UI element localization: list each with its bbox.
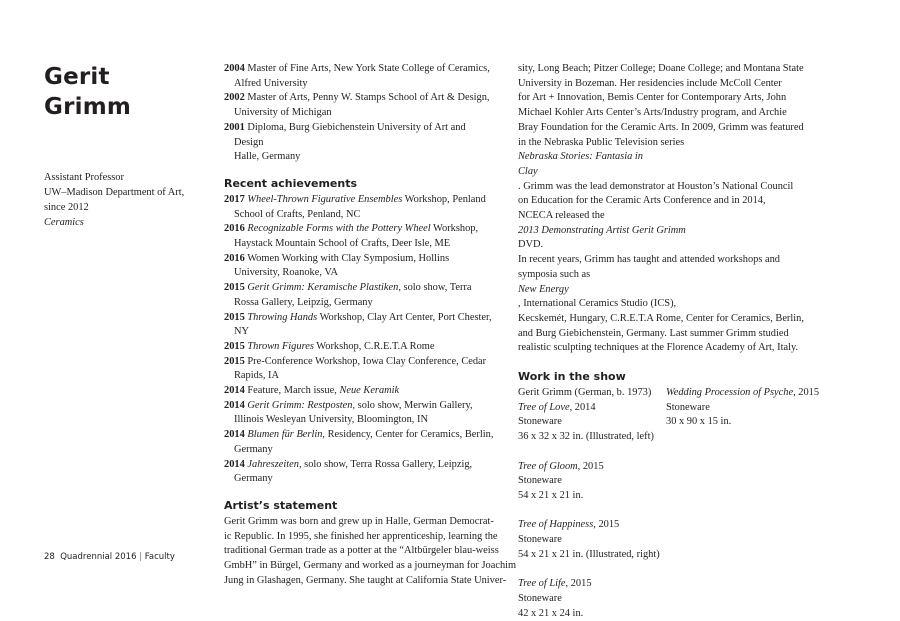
- works-right-items: [666, 386, 820, 430]
- work-spacer: [518, 562, 666, 577]
- statement-line: for Art + Innovation, Bemis Center for Contemporary Arts, John: [518, 92, 787, 104]
- statement-line: NCECA released the 2013 Demonstrating Artist Gerit Grimm DVD.: [518, 209, 798, 253]
- statement-italic: New Energy: [518, 283, 569, 295]
- works-artist: Gerit Grimm (German, b. 1973): [518, 387, 652, 399]
- work-in-show-heading: Work in the show: [518, 370, 626, 384]
- achievement-entry: 2015 Throwing Hands Workshop, Clay Art Center, Port Chester, NY: [224, 311, 492, 338]
- artist-statement-continued: [518, 62, 804, 356]
- works-column-right: [666, 386, 820, 621]
- education-entry: 2002 Master of Arts, Penny W. Stamps School of Art & Design, University of Michigan: [224, 92, 490, 119]
- statement-line: Jung in Glashagen, Germany. She taught at California State Univer-: [224, 574, 507, 586]
- recent-achievements-list: [224, 193, 496, 487]
- affiliation-since: since 2012: [44, 202, 89, 213]
- statement-line: traditional German trade as a potter at the “Altbürgeler blau-weiss: [224, 545, 499, 557]
- page-number: 28: [44, 552, 55, 562]
- statement-line: in the Nebraska Public Television series Nebraska Stories: Fantasia in: [518, 136, 798, 165]
- entry-title: Wheel-Thrown Figurative Ensembles: [247, 193, 403, 205]
- work-title: Tree of Happiness: [518, 519, 594, 531]
- work-medium: Stoneware: [666, 401, 710, 413]
- statement-line: Kecskemét, Hungary, C.R.E.T.A Rome, Center for Ceramics, Berlin,: [518, 312, 804, 324]
- work-title: Tree of Life: [518, 578, 566, 590]
- work-title: Tree of Love: [518, 401, 570, 413]
- left-column: [44, 62, 204, 230]
- works-list: [518, 386, 820, 621]
- entry-year: 2014: [224, 399, 245, 411]
- work-title-line: Wedding Procession of Psyche, 2015: [666, 387, 820, 399]
- affiliation-area: Ceramics: [44, 217, 84, 228]
- artist-statement-text: [224, 515, 517, 589]
- work-medium: Stoneware: [518, 534, 562, 546]
- affiliation-dept: UW–Madison Department of Art,: [44, 187, 185, 198]
- statement-line: ic Republic. In 1995, she finished her apprenticeship, learning the: [224, 530, 498, 542]
- work-title-line: Tree of Love, 2014: [518, 401, 596, 413]
- work-dimensions: 30 x 90 x 15 in.: [666, 416, 732, 428]
- achievement-entry: 2016 Women Working with Clay Symposium, Hollins University, Roanoke, VA: [224, 252, 450, 279]
- statement-line: Bray Foundation for the Ceramic Arts. In 2009, Grimm was featured: [518, 121, 804, 133]
- education-list: [224, 62, 496, 165]
- achievement-entry: 2016 Recognizable Forms with the Pottery Wheel Workshop, Haystack Mountain School of Crafts, Deer Isle, ME: [224, 223, 479, 250]
- achievement-entry: 2014 Jahreszeiten, solo show, Terra Rossa Gallery, Leipzig, Germany: [224, 458, 473, 485]
- education-entry: 2004 Master of Fine Arts, New York State College of Ceramics, Alfred University: [224, 63, 490, 89]
- works-column-left: [518, 386, 666, 621]
- works-left-items: [518, 401, 666, 621]
- faculty-name: [44, 62, 204, 122]
- entry-year: 2014: [224, 458, 245, 470]
- work-title-line: Tree of Life, 2015: [518, 578, 592, 590]
- achievement-entry: 2017 Wheel-Thrown Figurative Ensembles Workshop, Penland School of Crafts, Penland, NC: [224, 193, 486, 220]
- statement-line: realistic sculpting techniques at the Florence Academy of Art, Italy.: [518, 342, 799, 354]
- entry-year: 2001: [224, 121, 245, 133]
- statement-line: University in Bozeman. Her residencies include McColl Center: [518, 77, 782, 89]
- achievement-entry: 2015 Pre-Conference Workshop, Iowa Clay Conference, Cedar Rapids, IA: [224, 355, 487, 382]
- achievement-entry: 2014 Blumen für Berlin, Residency, Center for Ceramics, Berlin, Germany: [224, 429, 494, 455]
- entry-year: 2017: [224, 193, 245, 205]
- work-title-line: Tree of Gloom, 2015: [518, 460, 604, 472]
- entry-year: 2004: [224, 63, 245, 74]
- education-entry: 2001 Diploma, Burg Giebichenstein University of Art and Design Halle, Germany: [224, 121, 466, 163]
- entry-year: 2015: [224, 340, 245, 352]
- work-dimensions: 54 x 21 x 21 in.: [518, 489, 584, 501]
- entry-title: Neue Keramik: [339, 385, 400, 397]
- statement-line: on Education for the Ceramic Arts Conference and in 2014,: [518, 195, 766, 207]
- entry-title: Throwing Hands: [247, 311, 318, 323]
- statement-italic: Nebraska Stories: Fantasia in: [518, 151, 643, 163]
- work-spacer: [518, 445, 666, 460]
- work-title-line: Tree of Happiness, 2015: [518, 519, 620, 531]
- entry-title: Gerit Grimm: Restposten,: [247, 399, 356, 411]
- middle-column: [224, 62, 517, 589]
- entry-title: Thrown Figures: [247, 340, 314, 352]
- entry-year: 2015: [224, 282, 245, 294]
- page-footer: [44, 552, 175, 562]
- achievement-entry: 2015 Thrown Figures Workshop, C.R.E.T.A Rome: [224, 340, 435, 352]
- entry-year: 2015: [224, 311, 245, 323]
- work-medium: Stoneware: [518, 475, 562, 487]
- recent-achievements-heading: Recent achievements: [224, 176, 358, 190]
- work-medium: Stoneware: [518, 592, 562, 604]
- statement-line: GmbH” in Bürgel, Germany and worked as a journeyman for Joachim: [224, 560, 517, 572]
- work-medium: Stoneware: [518, 416, 562, 428]
- name-last: Grimm: [44, 94, 132, 120]
- statement-line: In recent years, Grimm has taught and attended workshops and: [518, 254, 780, 266]
- entry-year: 2016: [224, 252, 245, 264]
- achievement-entry: 2014 Feature, March issue, Neue Keramik: [224, 385, 400, 397]
- footer-separator: |: [136, 552, 145, 562]
- work-dimensions: 42 x 21 x 24 in.: [518, 607, 584, 619]
- statement-line: sity, Long Beach; Pitzer College; Doane College; and Montana State: [518, 63, 804, 74]
- right-column: [518, 62, 820, 621]
- achievement-entry: 2015 Gerit Grimm: Keramische Plastiken, solo show, Terra Rossa Gallery, Leipzig, Germany: [224, 282, 472, 308]
- affiliation-title: Assistant Professor: [44, 172, 124, 183]
- statement-line: Gerit Grimm was born and grew up in Halle, German Democrat-: [224, 515, 494, 527]
- statement-line: Clay . Grimm was the lead demonstrator at Houston’s National Council: [518, 165, 798, 194]
- work-dimensions: 36 x 32 x 32 in. (Illustrated, left): [518, 431, 654, 443]
- entry-title: Gerit Grimm: Keramische Plastiken,: [247, 282, 401, 294]
- affiliation: [44, 170, 204, 230]
- achievement-entry: 2014 Gerit Grimm: Restposten, solo show, Merwin Gallery, Illinois Wesleyan University, Bloomington, IN: [224, 399, 473, 426]
- work-dimensions: 54 x 21 x 21 in. (Illustrated, right): [518, 548, 660, 560]
- entry-year: 2016: [224, 223, 245, 235]
- statement-italic: 2013 Demonstrating Artist Gerit Grimm: [518, 224, 686, 236]
- work-title: Tree of Gloom: [518, 460, 578, 472]
- statement-line: Michael Kohler Arts Center’s Arts/Industry program, and Archie: [518, 107, 787, 119]
- entry-title: Blumen für Berlin,: [247, 429, 326, 441]
- entry-year: 2014: [224, 385, 245, 397]
- name-first: Gerit: [44, 64, 110, 90]
- entry-title: Recognizable Forms with the Pottery Wheel: [247, 223, 431, 235]
- entry-year: 2015: [224, 355, 245, 367]
- entry-year: 2014: [224, 429, 245, 441]
- work-spacer: [518, 504, 666, 519]
- work-title: Wedding Procession of Psyche: [666, 387, 794, 399]
- statement-line: symposia such as New Energy , International Ceramics Studio (ICS),: [518, 268, 798, 312]
- artist-statement-heading: Artist’s statement: [224, 498, 338, 512]
- entry-year: 2002: [224, 92, 245, 104]
- statement-italic: Clay: [518, 165, 538, 177]
- statement-line: and Burg Giebichenstein, Germany. Last summer Grimm studied: [518, 327, 789, 339]
- entry-title: Jahreszeiten,: [247, 458, 302, 470]
- section-name: Faculty: [144, 552, 175, 562]
- publication-name: Quadrennial 2016: [60, 552, 137, 562]
